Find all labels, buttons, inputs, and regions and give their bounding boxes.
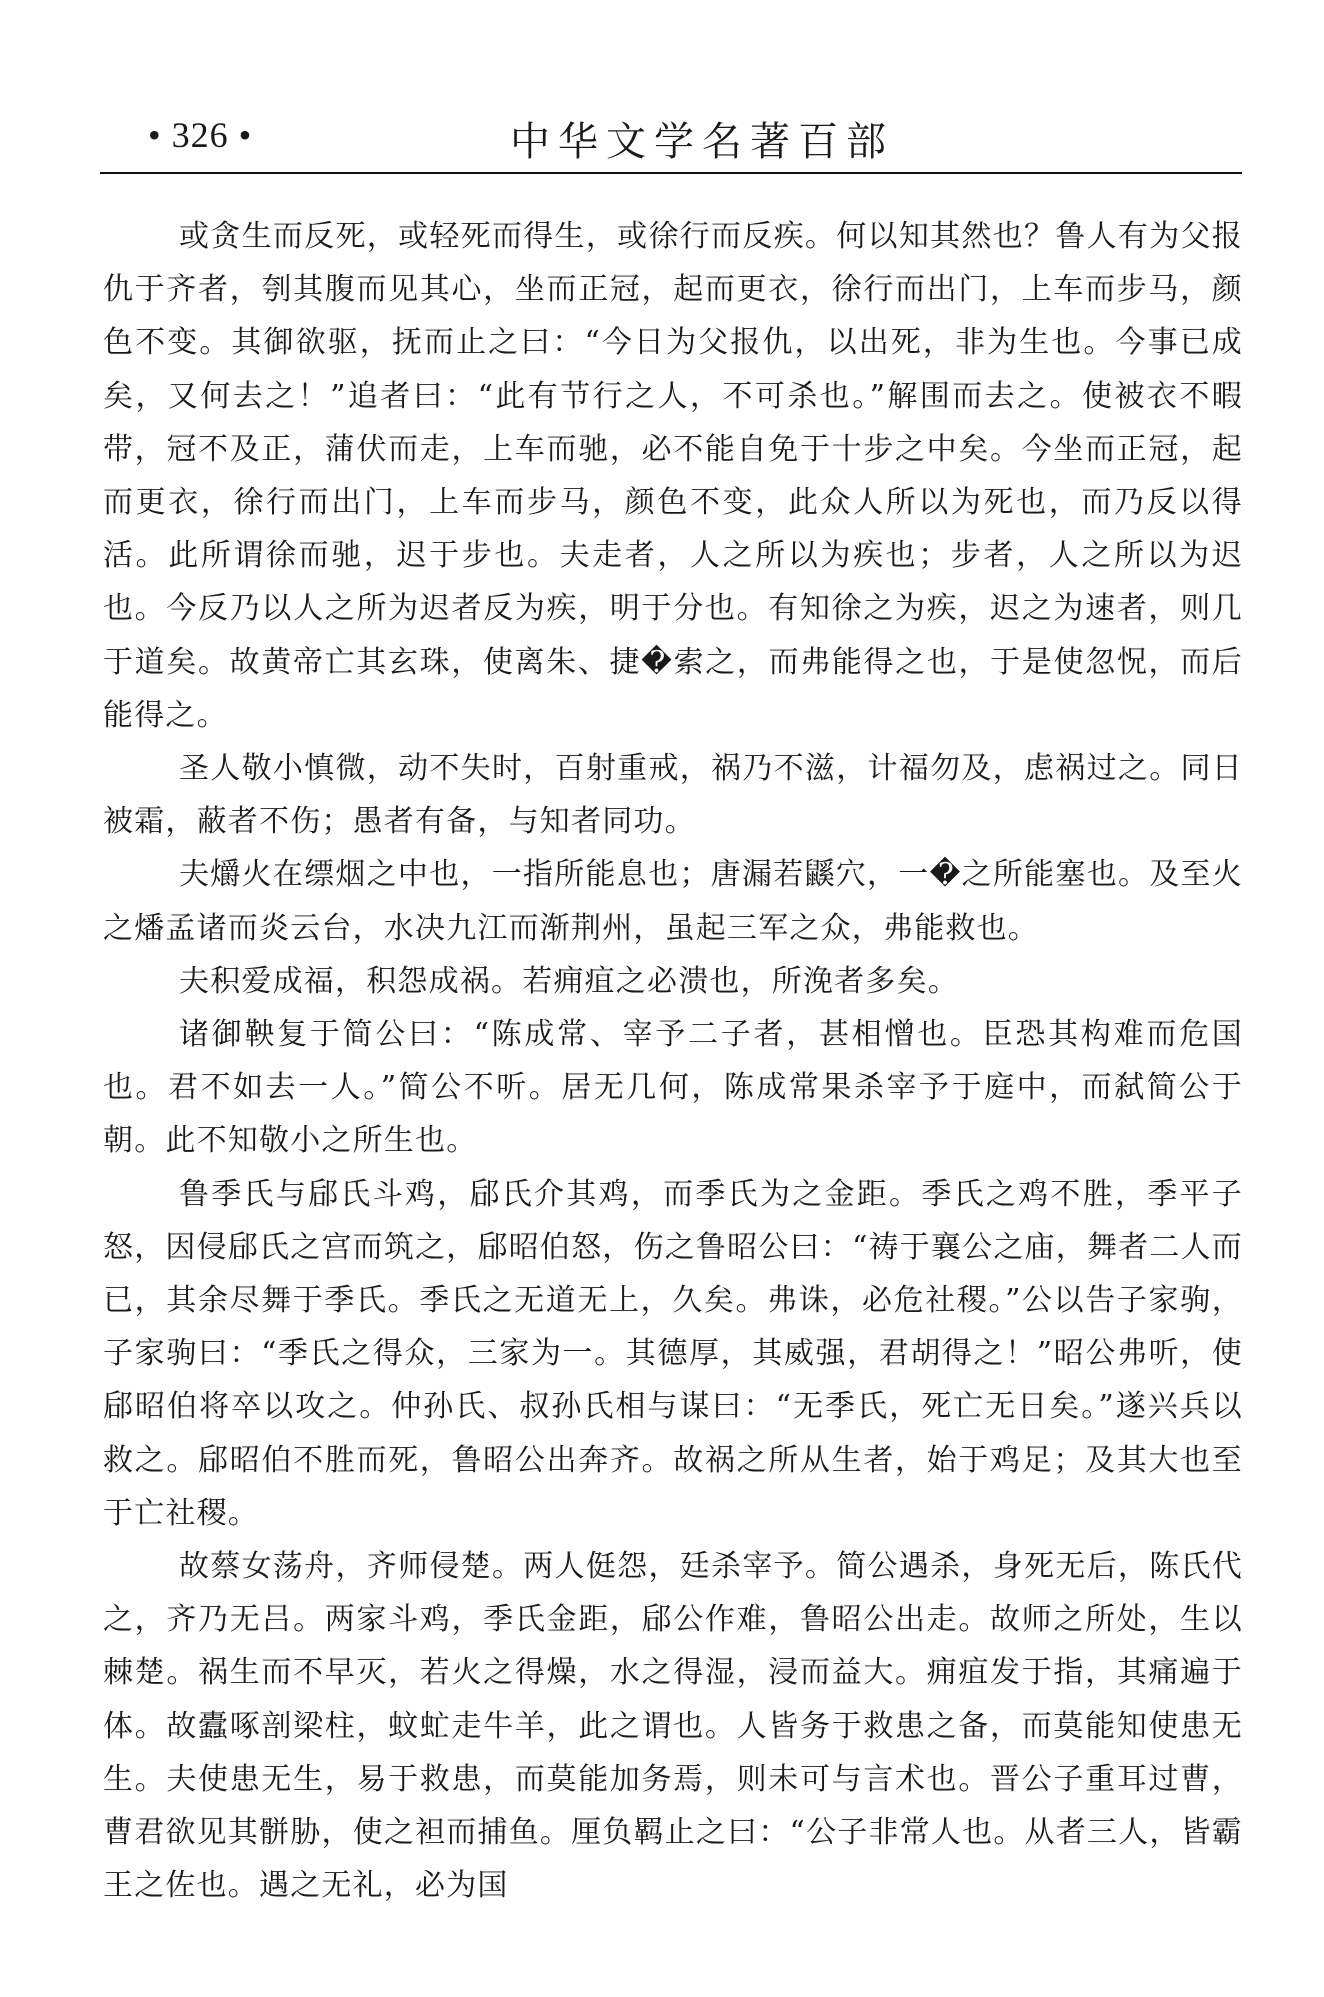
paragraph: 夫积爱成福，积怨成祸。若痈疽之必溃也，所浼者多矣。: [179, 963, 959, 999]
page-number: • 326 •: [148, 115, 253, 155]
book-title: 中华文学名著百部: [510, 119, 894, 165]
paragraph: 故蔡女荡舟，齐师侵楚。两人侹怨，廷杀宰予。简公遇杀，身死无后，陈氏代之，齐乃无吕。两家斗鸡，季氏金距，郈公作难，鲁昭公出走。故师之所处，生以棘楚。祸生而不早灭，若火之得燥，水之得湿，浸而益大。痈疽发于指，其痛遍于体。故蠹啄剖梁柱，蚊虻走牛羊，此之谓也。人皆务于救患之备，而莫能知使患无生。夫使患无生，易于救患，而莫能加务焉，则未可与言术也。晋公子重耳过曹，曹君欲见其骿胁，使之袒而捕鱼。厘负羁止之曰：“公子非常人也。从者三人，皆霸王之佐也。遇之无礼，必为国: [103, 1549, 1243, 1904]
header-rule: [100, 172, 1242, 174]
paragraph: 圣人敬小慎微，动不失时，百射重戒，祸乃不滋，计福勿及，虑祸过之。同日被霜，蔽者不伤；愚者有备，与知者同功。: [103, 751, 1243, 840]
paragraph: 或贪生而反死，或轻死而得生，或徐行而反疾。何以知其然也？鲁人有为父报仇于齐者，刳其腹而见其心，坐而正冠，起而更衣，徐行而出门，上车而步马，颜色不变。其御欲驱，抚而止之曰：“今日为父报仇，以出死，非为生也。今事已成矣，又何去之！”追者曰：“此有节行之人，不可杀也。”解围而去之。使被衣不暇带，冠不及正，蒲伏而走，上车而驰，必不能自免于十步之中矣。今坐而正冠，起而更衣，徐行而出门，上车而步马，颜色不变，此众人所以为死也，而乃反以得活。此所谓徐而驰，迟于步也。夫走者，人之所以为疾也；步者，人之所以为迟也。今反乃以人之所为迟者反为疾，明于分也。有知徐之为疾，迟之为速者，则几于道矣。故黄帝亡其玄珠，使离朱、捷�索之，而弗能得之也，于是使忽怳，而后能得之。: [103, 219, 1243, 733]
paragraph: 鲁季氏与郈氏斗鸡，郈氏介其鸡，而季氏为之金距。季氏之鸡不胜，季平子怒，因侵郈氏之宫而筑之，郈昭伯怒，伤之鲁昭公曰：“祷于襄公之庙，舞者二人而已，其余尽舞于季氏。季氏之无道无上，久矣。弗诛，必危社稷。”公以告子家驹，子家驹曰：“季氏之得众，三家为一。其德厚，其威强，君胡得之！”昭公弗听，使郈昭伯将卒以攻之。仲孙氏、叔孙氏相与谋曰：“无季氏，死亡无日矣。”遂兴兵以救之。郈昭伯不胜而死，鲁昭公出奔齐。故祸之所从生者，始于鸡足；及其大也至于亡社稷。: [103, 1176, 1243, 1531]
paragraph: 夫爝火在缥烟之中也，一指所能息也；唐漏若鼷穴，一�之所能塞也。及至火之燔孟诸而炎云台，水决九江而渐荆州，虽起三军之众，弗能救也。: [103, 857, 1243, 946]
paragraph: 诸御鞅复于简公曰：“陈成常、宰予二子者，甚相憎也。臣恐其构难而危国也。君不如去一人。”简公不听。居无几何，陈成常果杀宰予于庭中，而弑简公于朝。此不知敬小之所生也。: [103, 1017, 1243, 1159]
page-header: [100, 110, 1242, 172]
body-text: [103, 210, 1243, 1913]
